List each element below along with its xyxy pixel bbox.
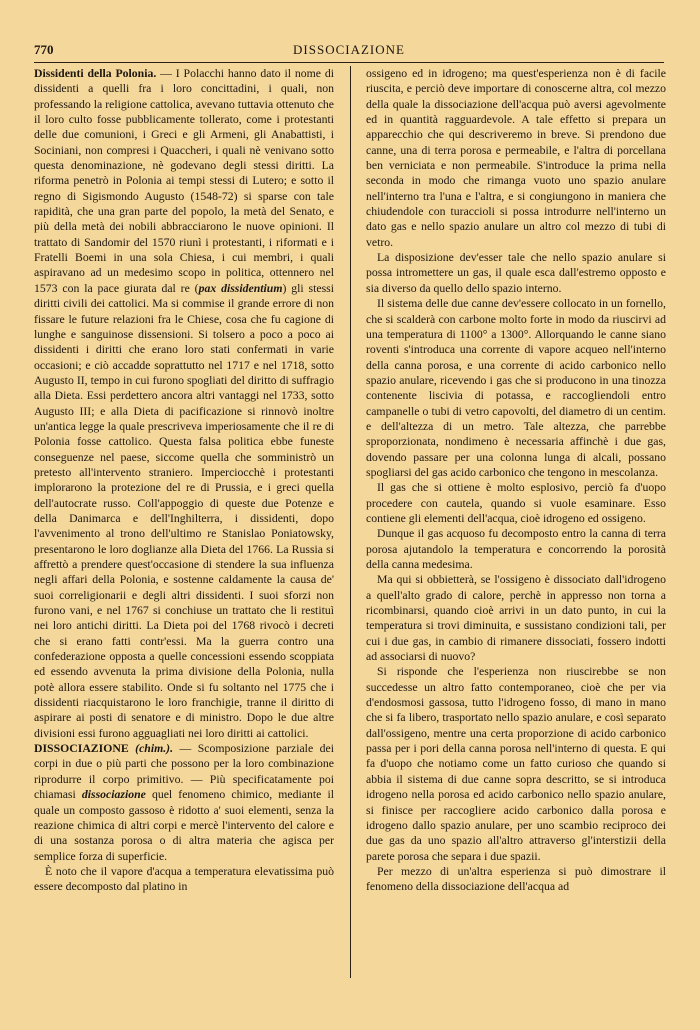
paragraph: È noto che il vapore d'acqua a temperatura elevatissima può essere decomposto dal platino in <box>34 864 334 894</box>
headword-note: (chim.). <box>128 742 174 756</box>
headword-dissidenti: Dissidenti della Polonia. <box>34 67 157 80</box>
right-column <box>366 66 666 1006</box>
entry-dissociazione <box>34 741 334 864</box>
paragraph: Dunque il gas acquoso fu decomposto entro la canna di terra porosa ajutandolo la temperatura e concorrendo la porosità della canna medesima. <box>366 527 666 571</box>
headword-dissociazione: DISSOCIAZIONE <box>34 742 129 756</box>
paragraph: Si risponde che l'esperienza non riuscirebbe se non succedesse un altro fatto contemporaneo, cioè che per via d'endosmosi gassosa, tutto l'idrogeno fosso, di mano in mano che si fa libero, trasportato nello spazio anulare, e così separato dall'ossigeno, mentre una certa proporzione di acido carbonico passa per i pori della canna porosa nell'interno di questa. E qui fa d'uopo che notiamo come un fatto curioso che quando si abbia il sistema di due canne sopra descritto, se si introduca idrogeno nella porosa ed acido carbonico nello spazio anulare, si finisce per raccogliere acido carbonico dalla porosa e idrogeno dallo spazio anulare, per uno scambio reciproco dei due gas da uno spazio all'altro attraverso gl'interstizii della parete porosa che separa i due spazii. <box>366 665 666 863</box>
entry-text: — I Polacchi hanno dato il nome di dissidenti a quelli fra i loro concittadini, i quali, non professando la religione cattolica, avevano tuttavia ottenuto che il loro culto fosse pubblicamente tollerato, come i protestanti delle due comunioni, i Greci e gli Armeni, gli Anabattisti, i Sociniani, non compresi i Quaccheri, i quali nè venivano sotto questa denominazione, nè godevano degli stessi diritti. La riforma penetrò in Polonia ai tempi stessi di Lutero; e sotto il regno di Sigismondo Augusto (1548-72) si sparse con tale rapidità, che una gran parte del popolo, la metà del Senato, e più della metà dei nobili abbracciarono le nuove opinioni. Il trattato di Sandomir del 1570 riunì i protestanti, i riformati e i Fratelli Boemi in una sola Chiesa, i cui membri, i quali aspiravano ad un medesimo scopo in politica, ottennero nel 1573 con la pace giurata dal re ( <box>34 67 334 295</box>
left-column <box>34 66 334 1006</box>
page-number: 770 <box>34 42 54 57</box>
paragraph: ossigeno ed in idrogeno; ma quest'esperienza non è di facile riuscita, e perciò deve importare di conoscerne altra, col mezzo della quale la dissociazione dell'acqua può aversi agevolmente ed in quantità ragguardevole. A tale effetto si prepara un apparecchio che qui descriveremo in breve. Si prendono due canne, una di terra porosa e permeabile, e l'altra di porcellana ben verniciata e non permeabile. S'introduce la prima nella seconda in modo che rimanga vuoto uno spazio anulare nell'interno tra l'una e l'altra, e si congiungono in maniera che chiudendole con turaccioli si possa introdurre nell'interno un dato gas e nello spazio anulare un altro col mezzo di tubi di vetro. <box>366 67 666 249</box>
paragraph: Per mezzo di un'altra esperienza si può dimostrare il fenomeno della dissociazione dell'acqua ad <box>366 864 666 894</box>
column-divider <box>350 66 351 978</box>
entry-dissidenti <box>34 66 334 741</box>
running-header <box>34 40 664 63</box>
paragraph: Il sistema delle due canne dev'essere collocato in un fornello, che si scalderà con carbone molto forte in modo da riuscirvi ad una temperatura di 1100° a 1300°. Allorquando le canne siano roventi s'introduca una corrente di vapore acqueo nell'interno della canna porosa, e una corrente di acido carbonico nello spazio anulare, ricevendo i gas che si producono in una tinozza contenente liscivia di potassa, e raccogliendoli entro campanelle o tubi di vetro capovolti, del diametro di un centim. e dell'altezza di un metro. Tale altezza, che parrebbe sproporzionata, nondimeno è necessaria affinchè i due gas, dovendo passare per una colonna lunga di alcali, possano spogliarsi del gas acido carbonico che tengono in mescolanza. <box>366 297 666 479</box>
entry-text: — Scomposizione parziale dei corpi in due o più parti che possono per la loro combinazione riprodurre il corpo primitivo. — Più specificatamente poi chiamasi <box>34 742 334 802</box>
running-title: DISSOCIAZIONE <box>293 42 405 57</box>
entry-text: quel fenomeno chimico, mediante il quale un composto gassoso è ridotto a' suoi elementi, senza la reazione chimica di altri corpi e mercè l'intervento del calore e di una sostanza porosa o di altra materia che agisca per semplice forza di superficie. <box>34 788 334 863</box>
emphasis-term: dissociazione <box>81 788 146 802</box>
emphasis-term: pax dissidentium <box>198 281 283 295</box>
paragraph: Ma qui si obbietterà, se l'ossigeno è dissociato dall'idrogeno a quell'alto grado di calore, perchè in appresso non torna a ricombinarsi, quando cioè arrivi in un dato punto, in cui la temperatura si trovi diminuita, e sussistano condizioni tali, per cui i due gas, in cambio di rimanere dissociati, fossero indotti ad associarsi di nuovo? <box>366 573 666 664</box>
entry-text: ) gli stessi diritti civili dei cattolici. Ma si commise il grande errore di non fissare le future relazioni fra le Chiese, cosa che fu cagione di lunghe e sanguinose dissensioni. Si tolsero a poco a poco ai dissidenti i diritti che erano loro stati confermati in varie occasioni; e ciò accadde soprattutto nel 1717 e nel 1718, sotto Augusto II, tempo in cui furono spogliati del diritto di suffragio alla Dieta. Essi perdettero ancora altri vantaggi nel 1733, sotto Augusto III; e alla Dieta di pacificazione si rinnovò inoltre un'antica legge la quale prescriveva imperiosamente che il re di Polonia fosse cattolico. Questa falsa politica ebbe funeste conseguenze nel paese, siccome quella che somministrò un pretesto all'intervento straniero. Imperciocchè i protestanti implorarono la protezione del re di Prussia, e i greci quella dell'autocrate russo. Coll'appoggio di queste due Potenze e della Danimarca e dell'Inghilterra, i dissidenti, dopo l'avvenimento al trono dell'ultimo re Stanislao Poniatowsky, presentarono le loro doglianze alla Dieta del 1766. La Russia si affrettò a prendere quest'occasione di stendere la sua influenza negli affari della Polonia, e sostenne caldamente la causa de' suoi correligionarii e degli altri dissidenti. I suoi sforzi non furono vani, e nel 1767 si conchiuse un trattato che li restituì nei loro antichi diritti. La Dieta poi del 1768 rivocò i decreti che si erano fatti contr'essi. Ma la guerra contro una confederazione opposta a quelle concessioni essendo scoppiata ed essendo avvenuta la prima divisione della Polonia, nulla potè allora essere stabilito. Onde si fu soltanto nel 1775 che i dissidenti riacquistarono le loro franchigie, tranne il diritto di aspirare ai posti di senatore e di ministro. Dopo le due altre divisioni essi furono agguagliati nei loro diritti ai cattolici. <box>34 281 334 740</box>
paragraph: La disposizione dev'esser tale che nello spazio anulare si possa intromettere un gas, il quale esca dall'estremo opposto e sia diverso da quello dello spazio interno. <box>366 251 666 295</box>
paragraph: Il gas che si ottiene è molto esplosivo, perciò fa d'uopo procedere con cautela, quando si vuole esaminare. Esso contiene gli elementi dell'acqua, cioè idrogeno ed ossigeno. <box>366 481 666 525</box>
